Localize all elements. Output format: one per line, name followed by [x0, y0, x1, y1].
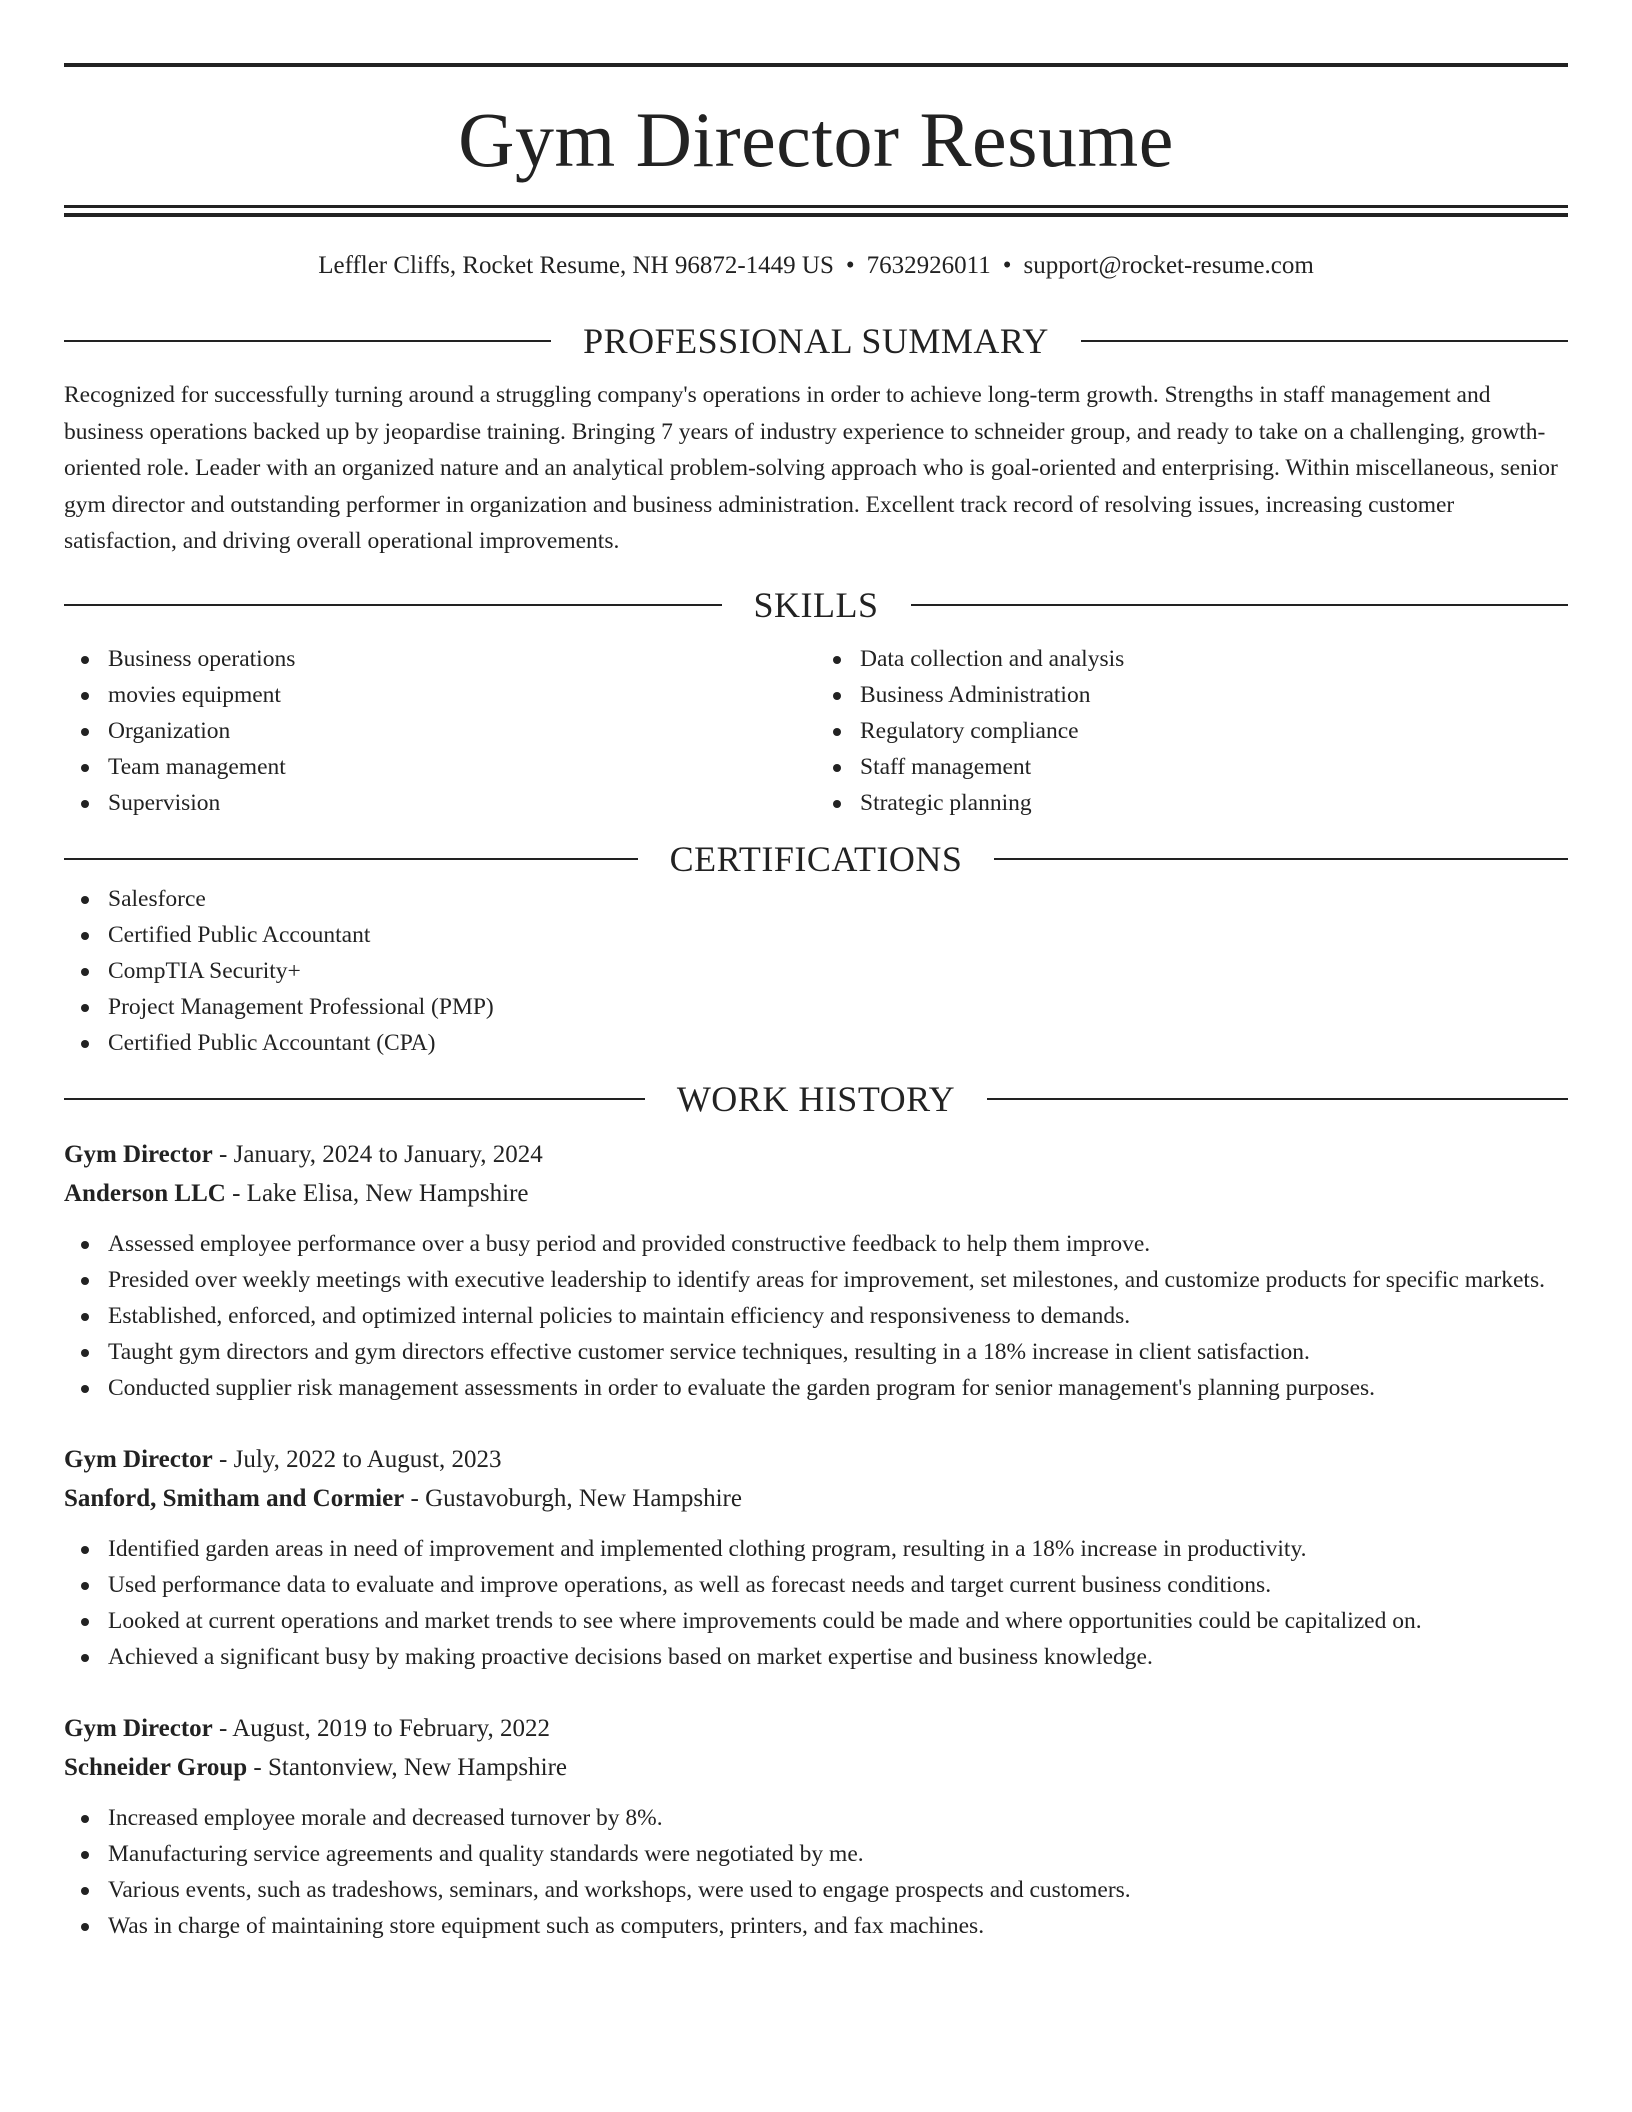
job-duty-item: Established, enforced, and optimized internal policies to maintain efficiency and responsiveness to demands. — [64, 1298, 1568, 1334]
job-company-line — [64, 1174, 1568, 1213]
job-title: Gym Director — [64, 1446, 213, 1473]
skill-item: Regulatory compliance — [816, 713, 1568, 749]
section-heading-work-history — [64, 1077, 1568, 1121]
job-company: Schneider Group — [64, 1754, 248, 1781]
section-title: SKILLS — [753, 585, 879, 625]
job-duty-item: Increased employee morale and decreased turnover by 8%. — [64, 1800, 1568, 1836]
skill-item: Supervision — [64, 785, 816, 821]
certification-item: Certified Public Accountant (CPA) — [64, 1025, 1568, 1061]
heading-rule — [64, 340, 551, 342]
summary-text: Recognized for successfully turning around a struggling company's operations in order to achieve long-term growth. Strengths in staff management and business operations backed up by jeopardise training. Bringing 7 years of industry experience to schneider group, and ready to take on a challenging, growth-oriented role. Leader with an organized nature and an analytical problem-solving approach who is goal-oriented and enterprising. Within miscellaneous, senior gym director and outstanding performer in organization and business administration. Excellent track record of resolving issues, increasing customer satisfaction, and driving overall operational improvements. — [64, 382, 1558, 554]
job-entry — [64, 1440, 1568, 1675]
job-location: - Stantonview, New Hampshire — [247, 1754, 567, 1781]
job-duty-item: Used performance data to evaluate and improve operations, as well as forecast needs and target current business conditions. — [64, 1567, 1568, 1603]
job-dates: - January, 2024 to January, 2024 — [212, 1141, 543, 1168]
skill-item: Staff management — [816, 749, 1568, 785]
title-double-rule — [64, 205, 1568, 217]
job-dates: - July, 2022 to August, 2023 — [212, 1446, 502, 1473]
job-duty-item: Various events, such as tradeshows, seminars, and workshops, were used to engage prospects and customers. — [64, 1872, 1568, 1908]
heading-rule — [64, 1098, 645, 1100]
job-title: Gym Director — [64, 1715, 213, 1742]
job-company-line — [64, 1748, 1568, 1787]
job-dates: - August, 2019 to February, 2022 — [212, 1715, 551, 1742]
skill-item: Organization — [64, 713, 816, 749]
job-duties-list — [64, 1531, 1568, 1675]
job-duty-item: Presided over weekly meetings with executive leadership to identify areas for improvement, set milestones, and customize products for specific markets. — [64, 1262, 1568, 1298]
job-duty-item: Looked at current operations and market trends to see where improvements could be made and where opportunities could be capitalized on. — [64, 1603, 1568, 1639]
certification-item: Project Management Professional (PMP) — [64, 989, 1568, 1025]
contact-separator: • — [845, 252, 855, 279]
heading-rule — [64, 858, 638, 860]
contact-separator: • — [1002, 252, 1012, 279]
job-duty-item: Was in charge of maintaining store equipment such as computers, printers, and fax machines. — [64, 1908, 1568, 1944]
section-heading-certifications — [64, 837, 1568, 881]
section-title: WORK HISTORY — [676, 1079, 956, 1119]
job-entry — [64, 1135, 1568, 1406]
job-duty-item: Assessed employee performance over a busy period and provided constructive feedback to help them improve. — [64, 1226, 1568, 1262]
skill-item: Team management — [64, 749, 816, 785]
skill-item: Business operations — [64, 641, 816, 677]
contact-address: Leffler Cliffs, Rocket Resume, NH 96872-1449 US — [318, 252, 834, 279]
section-title: PROFESSIONAL SUMMARY — [583, 321, 1049, 361]
heading-rule — [987, 1098, 1568, 1100]
section-heading-skills — [64, 583, 1568, 627]
certification-item: Salesforce — [64, 881, 1568, 917]
skills-list-right — [816, 641, 1568, 821]
certifications-list — [64, 881, 1568, 1061]
job-duties-list — [64, 1800, 1568, 1944]
skill-item: movies equipment — [64, 677, 816, 713]
certification-item: CompTIA Security+ — [64, 953, 1568, 989]
certification-item: Certified Public Accountant — [64, 917, 1568, 953]
skills-column-left — [64, 641, 816, 821]
job-duty-item: Conducted supplier risk management assessments in order to evaluate the garden program for senior management's planning purposes. — [64, 1370, 1568, 1406]
skills-list-left — [64, 641, 816, 821]
job-company: Sanford, Smitham and Cormier — [64, 1485, 405, 1512]
heading-rule — [994, 858, 1568, 860]
job-title-line — [64, 1709, 1568, 1748]
section-title: CERTIFICATIONS — [669, 839, 963, 879]
section-heading-summary — [64, 319, 1568, 363]
job-duty-item: Taught gym directors and gym directors effective customer service techniques, resulting in a 18% increase in client satisfaction. — [64, 1334, 1568, 1370]
job-company-line — [64, 1479, 1568, 1518]
job-company: Anderson LLC — [64, 1180, 226, 1207]
job-duty-item: Identified garden areas in need of improvement and implemented clothing program, resulting in a 18% increase in productivity. — [64, 1531, 1568, 1567]
job-entry — [64, 1709, 1568, 1944]
heading-rule — [911, 604, 1569, 606]
job-duties-list — [64, 1226, 1568, 1406]
resume-title: Gym Director Resume — [458, 96, 1174, 183]
job-title: Gym Director — [64, 1141, 213, 1168]
skill-item: Business Administration — [816, 677, 1568, 713]
contact-email: support@rocket-resume.com — [1023, 252, 1314, 279]
job-title-line — [64, 1135, 1568, 1174]
heading-rule — [1081, 340, 1568, 342]
skill-item: Strategic planning — [816, 785, 1568, 821]
top-rule — [64, 63, 1568, 67]
skills-column-right — [816, 641, 1568, 821]
heading-rule — [64, 604, 722, 606]
job-duty-item: Manufacturing service agreements and quality standards were negotiated by me. — [64, 1836, 1568, 1872]
skill-item: Data collection and analysis — [816, 641, 1568, 677]
job-location: - Gustavoburgh, New Hampshire — [404, 1485, 742, 1512]
skills-columns — [64, 641, 1568, 821]
job-title-line — [64, 1440, 1568, 1479]
contact-line — [64, 249, 1568, 283]
job-location: - Lake Elisa, New Hampshire — [225, 1180, 529, 1207]
job-duty-item: Achieved a significant busy by making proactive decisions based on market expertise and business knowledge. — [64, 1639, 1568, 1675]
contact-phone: 7632926011 — [866, 252, 991, 279]
